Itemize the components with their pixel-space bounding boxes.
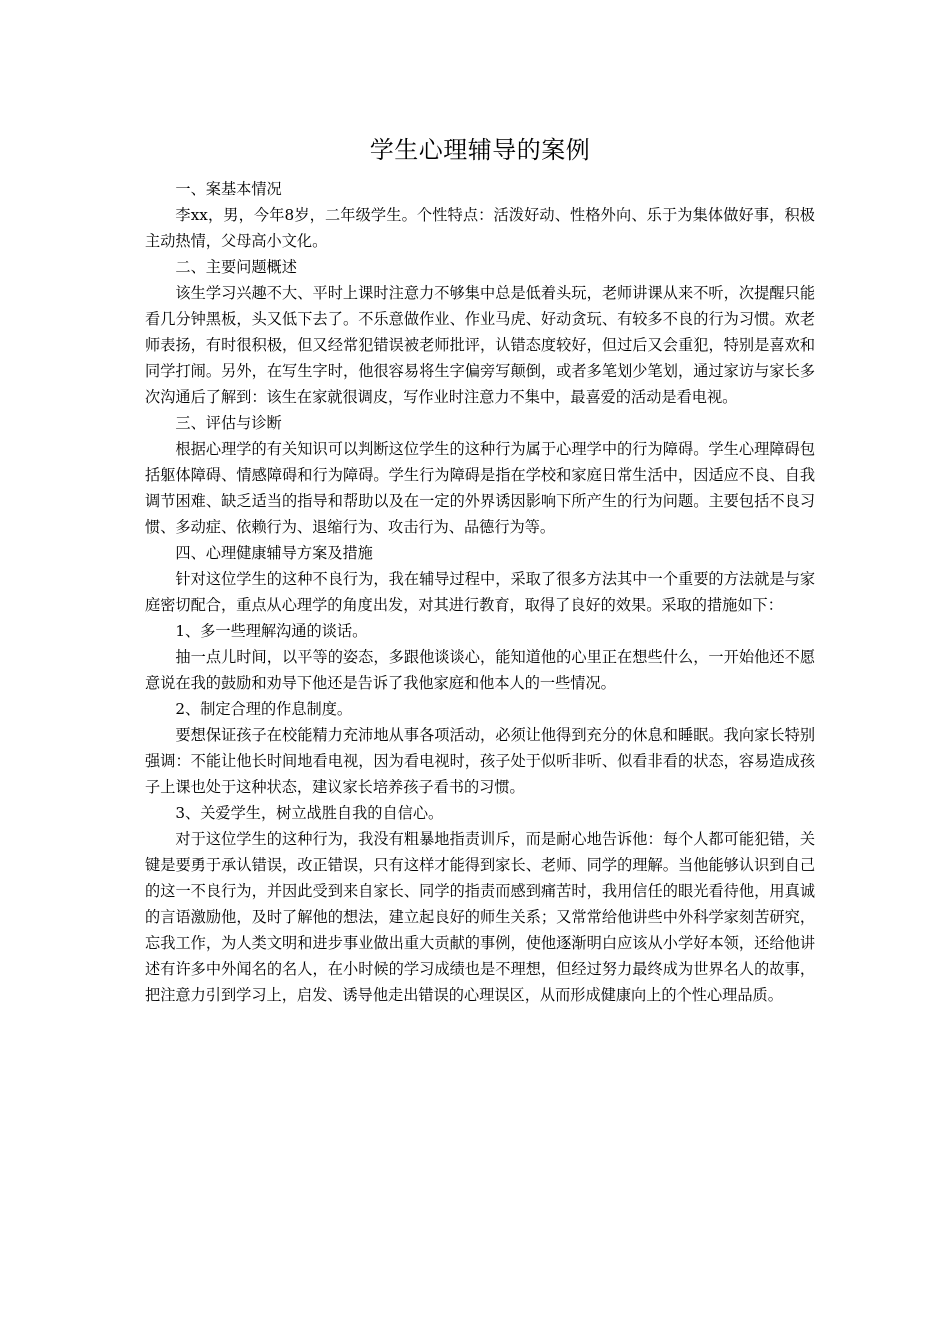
paragraph-assessment: 根据心理学的有关知识可以判断这位学生的这种行为属于心理学中的行为障碍。学生心理障碍包括躯体障碍、情感障碍和行为障碍。学生行为障碍是指在学校和家庭日常生活中，因适应不良、自我调节困难、缺乏适当的指导和帮助以及在一定的外界诱因影响下所产生的行为问题。主要包括不良习惯、多动症、依赖行为、退缩行为、攻击行为、品德行为等。 [145,440,815,536]
paragraph-basic-info: 李xx，男，今年8岁，二年级学生。个性特点：活泼好动、性格外向、乐于为集体做好事，积极主动热情，父母高小文化。 [145,206,815,250]
paragraph-measure-1: 抽一点儿时间，以平等的姿态，多跟他谈谈心，能知道他的心里正在想些什么，一开始他还不愿意说在我的鼓励和劝导下他还是告诉了我他家庭和他本人的一些情况。 [145,648,815,692]
paragraph-measures-intro: 针对这位学生的这种不良行为，我在辅导过程中，采取了很多方法其中一个重要的方法就是与家庭密切配合，重点从心理学的角度出发，对其进行教育，取得了良好的效果。采取的措施如下： [145,570,815,614]
paragraph-measure-3: 对于这位学生的这种行为，我没有粗暴地指责训斥，而是耐心地告诉他：每个人都可能犯错，关键是要勇于承认错误，改正错误，只有这样才能得到家长、老师、同学的理解。当他能够认识到自己的这一不良行为，并因此受到来自家长、同学的指责而感到痛苦时，我用信任的眼光看待他，用真诚的言语激励他，及时了解他的想法，建立起良好的师生关系；又常常给他讲些中外科学家刻苦研究，忘我工作，为人类文明和进步事业做出重大贡献的事例，使他逐渐明白应该从小学好本领，还给他讲述有许多中外闻名的名人，在小时候的学习成绩也是不理想，但经过努力最终成为世界名人的故事，把注意力引到学习上，启发、诱导他走出错误的心理误区，从而形成健康向上的个性心理品质。 [145,830,815,1004]
section-heading-2: 二、主要问题概述 [175,258,297,276]
measure-heading-1: 1、多一些理解沟通的谈话。 [175,622,368,640]
section-heading-4: 四、心理健康辅导方案及措施 [175,544,373,562]
measure-heading-3: 3、关爱学生，树立战胜自我的自信心。 [175,804,444,822]
paragraph-measure-2: 要想保证孩子在校能精力充沛地从事各项活动，必须让他得到充分的休息和睡眠。我向家长特别强调：不能让他长时间地看电视，因为看电视时，孩子处于似听非听、似看非看的状态，容易造成孩子上课也处于这种状态，建议家长培养孩子看书的习惯。 [145,726,815,796]
measure-heading-2: 2、制定合理的作息制度。 [175,700,353,718]
document-body [145,176,815,1008]
document-page [145,128,815,1008]
paragraph-problem-overview: 该生学习兴趣不大、平时上课时注意力不够集中总是低着头玩，老师讲课从来不听，次提醒只能看几分钟黑板，头又低下去了。不乐意做作业、作业马虎、好动贪玩、有较多不良的行为习惯。欢老师表扬，有时很积极，但又经常犯错误被老师批评，认错态度较好，但过后又会重犯，特别是喜欢和同学打闹。另外，在写生字时，他很容易将生字偏旁写颠倒，或者多笔划少笔划，通过家访与家长多次沟通后了解到：该生在家就很调皮，写作业时注意力不集中，最喜爱的活动是看电视。 [145,284,815,406]
document-title: 学生心理辅导的案例 [369,136,591,164]
section-heading-3: 三、评估与诊断 [175,414,282,432]
section-heading-1: 一、案基本情况 [175,180,282,198]
